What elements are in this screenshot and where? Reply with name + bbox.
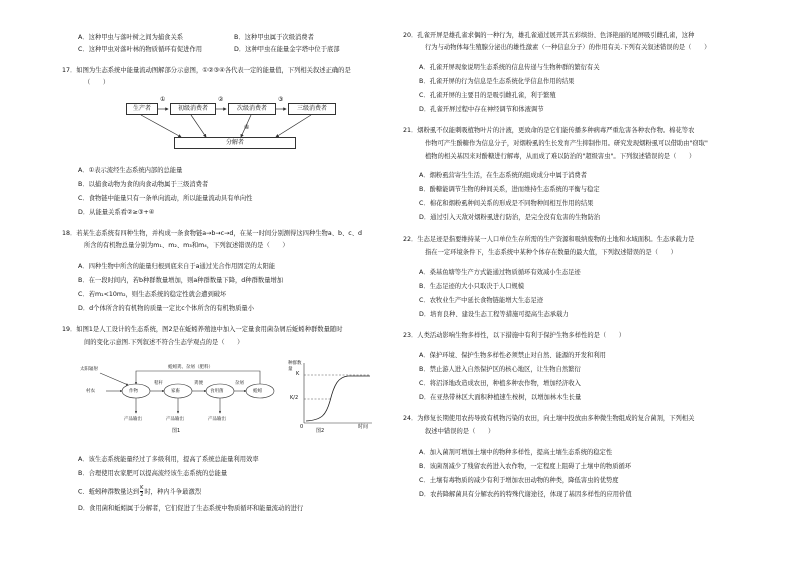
q24-option-b: B．该菌剂减少了残留农药进入农作物，一定程度上阻碍了土壤中的物质循环 — [419, 463, 632, 470]
fig1-out1: 产品输出 — [124, 417, 142, 422]
q21-option-c: C．棉花和烟粉虱种间关系的形成是不同物种间相互作用的结果 — [419, 200, 594, 207]
q22-option-c: C．农牧业生产中延长食物链能增大生态足迹 — [419, 297, 544, 304]
q21-option-d: D．通过引入天敌对烟粉虱进行防治，是完全没有危害的生物防治 — [419, 214, 601, 221]
q19-option-b: B．合理使用农家肥可以提高流经该生态系统的总能量 — [78, 470, 228, 477]
fig1-farmer-label: 村农 — [86, 389, 95, 394]
q22-option-a: A．桑基鱼塘等生产方式能通过物质循环有效减小生态足迹 — [419, 269, 581, 276]
q21-stem: 21．烟粉虱不仅能刺吸植物叶片的汁液，更致命的是它们能传播多种病毒严重危害各种农作物。棉花等农 — [403, 127, 695, 134]
fig1-livestock-label: 家畜 — [171, 389, 180, 394]
fig2-origin: 0 — [300, 424, 304, 430]
decomposer-box: 分解者 — [174, 137, 296, 149]
q21-stem-3: 植物的相关基因来对酚糖进行解毒，从而成了难以防治的"超级害虫"。下列叙述错误的是（ ） — [425, 153, 696, 160]
k-half-fraction — [140, 485, 143, 498]
fig1-out3: 产品输出 — [208, 417, 226, 422]
q20-option-c: C．孔雀开屏的主要目的是吸引雌孔雀，利于繁殖 — [419, 92, 556, 99]
k-half-denominator: 2 — [140, 492, 144, 498]
q24-option-a: A．加入菌剂可增加土壤中的物种多样性，提高土壤生态系统的稳定性 — [419, 449, 613, 456]
q23-option-b: B．禁止游人进入自然保护区的核心地区，让生物自然繁衍 — [419, 366, 581, 373]
q23-option-d: D．在亚热带林区大面积种植速生桉树，以增加林木生长量 — [419, 394, 582, 401]
q18-stem-2: 所含的有机物总量分别为m₁、m₂、m₃和m₄，下列叙述错误的是（ ） — [84, 242, 289, 249]
q16-option-d: D．这种甲虫在能量金字塔中位于底部 — [234, 46, 340, 53]
fig1-top-label: 蚯蚓粪、杂屑（肥料） — [168, 365, 213, 370]
q17-stem: 17．如图为生态系统中能量流动图解部分示意图，①②③④各代表一定的能量值，下列相关叙述正确的是 — [62, 67, 351, 74]
fig1-caption: 图1 — [172, 428, 181, 434]
fig1-misc-label: 杂屑 — [235, 381, 244, 386]
q17-option-b: B．以捕食动物为食的肉食动物属于三级消费者 — [78, 181, 209, 188]
fig1-sun-label: 太阳辐射 — [80, 367, 98, 372]
q19-option-c-part1: C．蚯蚓种群数量达到 — [78, 488, 140, 496]
marker-3: ③ — [278, 96, 284, 103]
q18-option-c: C．若m₁<10m₂，则生态系统的稳定性就会遭到破坏 — [78, 291, 227, 298]
q22-option-b: B．生态足迹的大小只取决于人口规模 — [419, 283, 525, 290]
q21-stem-2: 作物可产生酚糖作为信息分子，对烟粉虱的生长发育产生抑制作用。研究发现烟粉虱可以借助由"窃取" — [425, 140, 708, 147]
q17-option-d: D．从能量关系看②≥③+④ — [78, 209, 155, 216]
fig2-ylabel: 种群数量 — [288, 361, 302, 372]
fig1-worm-label: 蚯蚓 — [253, 389, 262, 394]
marker-4: ④ — [244, 124, 250, 131]
marker-1: ① — [160, 96, 166, 103]
q18-stem: 18．若某生态系统有四种生物，并构成一条食物链a→b→c→d，在某一时间分别测得这四种生物a、b、c、d — [62, 230, 363, 237]
primary-consumer-box: 初级消费者 — [170, 103, 216, 115]
secondary-consumer-box: 次级消费者 — [228, 103, 276, 115]
fig2-k-label: K — [296, 371, 300, 377]
figure-1-ecosystem — [80, 357, 280, 437]
k-half-numerator: K — [140, 485, 144, 491]
q22-stem: 22．生态足迹是指要维持某一人口单位生存所需的生产资源和吸纳废物的土地和水域面积。生态承载力是 — [403, 236, 695, 243]
q19-option-c-part2: 时，种内斗争最激烈 — [144, 488, 202, 496]
q24-option-d: D．农药降解菌具有分解农药的特殊代谢途径，体现了基因多样性的应用价值 — [419, 491, 632, 498]
q23-option-a: A．保护环境、保护生物多样性必须禁止对自然、能源的开发和利用 — [419, 352, 606, 359]
q17-stem-paren: （ ） — [84, 79, 110, 86]
q21-option-a: A．烟粉虱营寄生生活，在生态系统的组成成分中属于消费者 — [419, 172, 588, 179]
q20-option-b: B．孔雀开屏的行为信息是生态系统化学信息作用的结果 — [419, 78, 575, 85]
fig2-caption: 图2 — [316, 428, 325, 434]
tertiary-consumer-box: 三级消费者 — [288, 103, 336, 115]
q20-stem-2: 行为与动物体每生殖腺分泌出的雄性激素（一种信息分子）的作用有关.下列有关叙述错误的是（ ） — [425, 44, 711, 51]
q19-stem: 19．如图1是人工设计的生态系统，图2是在蚯蚓养殖池中加入一定量食用菌杂屑后蚯蚓种群数量随时 — [62, 326, 343, 333]
q16-option-a: A．这种甲虫与落叶树之间为捕食关系 — [78, 34, 184, 41]
q19-stem-2: 间的变化示意图.下列叙述不符合生态学观点的是（ ） — [84, 339, 244, 346]
q24-stem-2: 叙述中错误的是（ ） — [425, 428, 495, 435]
q24-option-c: C．土壤有毒物质的减少有利于增加农田动物的种类，降低害虫的优势度 — [419, 477, 619, 484]
fig1-out2: 产品输出 — [166, 417, 184, 422]
producer-box: 生产者 — [126, 103, 158, 115]
q18-option-a: A．四种生物中所含的能量归根到底来自于a通过光合作用固定的太阳能 — [78, 263, 276, 270]
fig1-manure-label: 粪便 — [194, 381, 203, 386]
q18-option-d: D．d个体所含的有机物的质量一定比c个体所含的有机物质量小 — [78, 305, 255, 312]
q20-stem: 20．孔雀开屏是雄孔雀求偶的一种行为，雄孔雀通过展开其五彩缤纷、色泽艳丽的尾屏吸引雌孔雀，这种 — [403, 32, 695, 39]
fig2-xlabel: 时间 — [358, 424, 369, 430]
q19-option-a: A．该生态系统能量经过了多级利用，提高了系统总能量利用效率 — [78, 456, 259, 463]
q23-option-c: C．将沼泽地改造成农田，种植多种农作物，增加经济收入 — [419, 380, 581, 387]
q20-option-a: A．孔雀开屏现象说明生态系统的信息传递与生物种群的繁衍有关 — [419, 64, 600, 71]
q18-option-b: B．在一段时间内，若b种群数量增加，则a种群数量下降，d种群数量增加 — [78, 277, 284, 284]
fig1-crop-label: 作物 — [129, 389, 138, 394]
q20-option-d: D．孔雀开屏过程中存在神经调节和体液调节 — [419, 106, 544, 113]
figure-2-growth-curve — [286, 357, 376, 437]
fig2-k2-label: K/2 — [290, 395, 299, 401]
q21-option-b: B．酚糖能调节生物的种间关系，进而维持生态系统的平衡与稳定 — [419, 186, 600, 193]
q16-option-c: C．这种甲虫对落叶林的物质循环有促进作用 — [78, 46, 203, 53]
energy-flow-diagram — [126, 97, 366, 157]
q23-stem: 23．人类活动影响生物多样性，以下措施中有利于保护生物多样性的是（ ） — [403, 332, 626, 339]
marker-2: ② — [218, 96, 224, 103]
fig1-fungus-label: 食用菌 — [210, 389, 224, 394]
fig1-feed-label: 秸秆 — [154, 381, 163, 386]
q22-option-d: D．培育良种、建设生态工程等措施可提高生态承载力 — [419, 311, 569, 318]
q16-option-b: B．这种甲虫属于次级消费者 — [234, 34, 314, 41]
q19-option-d: D．食用菌和蚯蚓属于分解者，它们促进了生态系统中物质循环和能量流动的进行 — [78, 505, 304, 512]
q22-stem-2: 指在一定环境条件下，生态系统中某种个体存在数量的最大值，下列叙述错误的是（ ） — [425, 249, 677, 256]
q19-option-c — [78, 485, 201, 498]
q17-option-a: A．①表示流经生态系统内部的总能量 — [78, 167, 183, 174]
q17-option-c: C．食物链中能量只有一条单向流动，所以能量流动具有单向性 — [78, 195, 253, 202]
q24-stem: 24．为修复长期使用农药导致有机物污染的农田，向土壤中投放由多种微生物组成的复合菌剂，下列相关 — [403, 415, 695, 422]
